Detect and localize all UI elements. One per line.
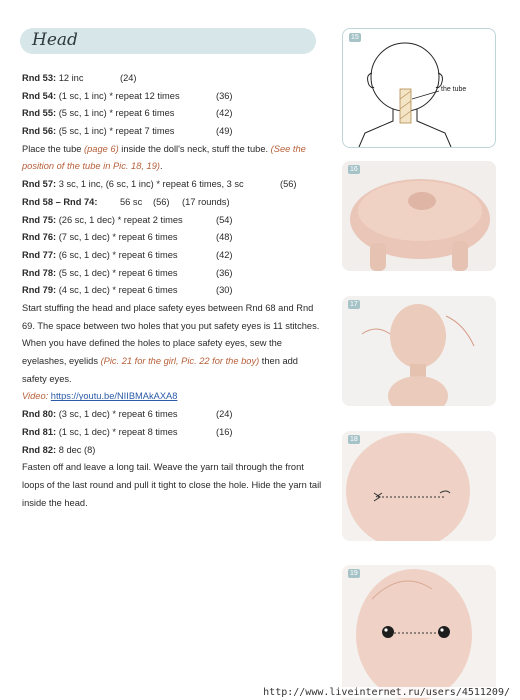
stitch-count: (48) [216,232,233,243]
video-link[interactable]: https://youtu.be/NIIBMAkAXA8 [50,391,178,402]
finish-instruction: Fasten off and leave a long tail. Weave the yarn tail through the front loops of the last round and pull it tight to close the hole. Hide the yarn tail inside the head. [22,462,322,508]
picture-reference: (See the position of the tube in Pic. 18, 19) [22,143,306,172]
section-title: Head [32,30,78,50]
stitch-count: (42) [216,108,233,119]
round-instruction: (5 sc, 1 dec) * repeat 6 times [58,267,178,278]
round-line [22,194,322,212]
head-body-photo [342,296,496,406]
round-instruction: (1 sc, 1 dec) * repeat 8 times [58,426,178,437]
round-instruction: 3 sc, 1 inc, (6 sc, 1 inc) * repeat 6 times, 3 sc [58,179,244,190]
round-instruction: (5 sc, 1 inc) * repeat 6 times [58,108,175,119]
figure-safety-eyes [342,565,496,700]
stitch-count: (56) [280,179,297,190]
figure-caption: the tube [441,86,467,93]
figure-tube-diagram [342,28,496,148]
round-line [22,123,322,141]
safety-eyes-photo [342,565,496,700]
round-instruction: 56 sc [120,196,143,207]
eye-placement-photo [342,431,496,541]
round-line [22,88,322,106]
eyes-instruction: Start stuffing the head and place safety eyes between Rnd 68 and Rnd 69. The space between two holes that you put safety eyes is 11 stitches. When you have defined the holes to place safety eyes, sew the eyelashes, eyelids (Pic. 21 for the girl, Pic. 22 for the boy) then add safety eyes. [22,302,320,384]
round-instruction: (7 sc, 1 dec) * repeat 6 times [58,232,178,243]
round-line [22,70,322,88]
figure-number: 17 [350,301,358,308]
figure-eye-placement [342,431,496,541]
stitch-count: (54) [216,214,233,225]
round-line [22,176,322,194]
stitch-count: (49) [216,126,233,137]
round-label: Rnd 81: [22,426,57,437]
round-instruction: (5 sc, 1 inc) * repeat 7 times [58,126,175,137]
round-instruction: (3 sc, 1 dec) * repeat 6 times [58,409,178,420]
stitch-count: (16) [216,426,233,437]
round-label: Rnd 58 – Rnd 74: [22,196,98,207]
round-line [22,406,322,424]
round-label: Rnd 82: [22,444,57,455]
round-line [22,229,322,247]
round-line [22,282,322,300]
round-line [22,424,322,442]
figure-number: 16 [350,166,358,173]
figure-number: 18 [350,436,358,443]
round-instruction: (4 sc, 1 dec) * repeat 6 times [58,285,178,296]
round-line [22,105,322,123]
stitch-count: (56) [153,196,170,207]
round-instruction: (26 sc, 1 dec) * repeat 2 times [58,214,183,225]
watermark-url: http://www.liveinternet.ru/users/4511209/ [263,687,510,698]
stitch-count: (36) [216,90,233,101]
round-label: Rnd 77: [22,249,57,260]
tube-diagram-illustration [343,29,495,147]
round-label: Rnd 57: [22,179,57,190]
page-reference: (page 6) [84,143,119,154]
round-instruction: 12 inc [58,73,84,83]
video-line [22,388,322,406]
round-label: Rnd 54: [22,90,57,101]
figure-head-body [342,296,496,406]
stitch-count: (42) [216,249,233,260]
round-label: Rnd 76: [22,232,57,243]
round-label: Rnd 80: [22,409,57,420]
round-label: Rnd 78: [22,267,57,278]
tube-instruction: Place the tube (page 6) inside the doll's neck, stuff the tube. (See the position of the tube in Pic. 18, 19). [22,143,306,172]
round-label: Rnd 56: [22,126,57,137]
stitch-count: (36) [216,267,233,278]
figure-head-stuffing [342,161,496,271]
round-label: Rnd 55: [22,108,57,119]
stitch-count: (24) [216,409,233,420]
round-span-note: (17 rounds) [182,196,230,207]
figure-number: 19 [350,570,358,577]
round-instruction: (1 sc, 1 inc) * repeat 12 times [58,90,180,101]
round-instruction: (6 sc, 1 dec) * repeat 6 times [58,249,178,260]
round-line [22,212,322,230]
pattern-text [22,70,322,512]
video-label: Video: [22,391,49,402]
stitch-count: (24) [120,73,137,83]
picture-reference: (Pic. 21 for the girl, Pic. 22 for the boy) [100,356,260,367]
round-instruction: 8 dec (8) [58,444,96,455]
round-label: Rnd 79: [22,285,57,296]
round-label: Rnd 53: [22,73,57,83]
head-stuffing-photo [342,161,496,271]
round-line [22,247,322,265]
section-header-bar [20,28,316,54]
round-line [22,265,322,283]
round-label: Rnd 75: [22,214,57,225]
figure-number: 15 [351,34,359,41]
stitch-count: (30) [216,285,233,296]
round-line [22,442,322,460]
